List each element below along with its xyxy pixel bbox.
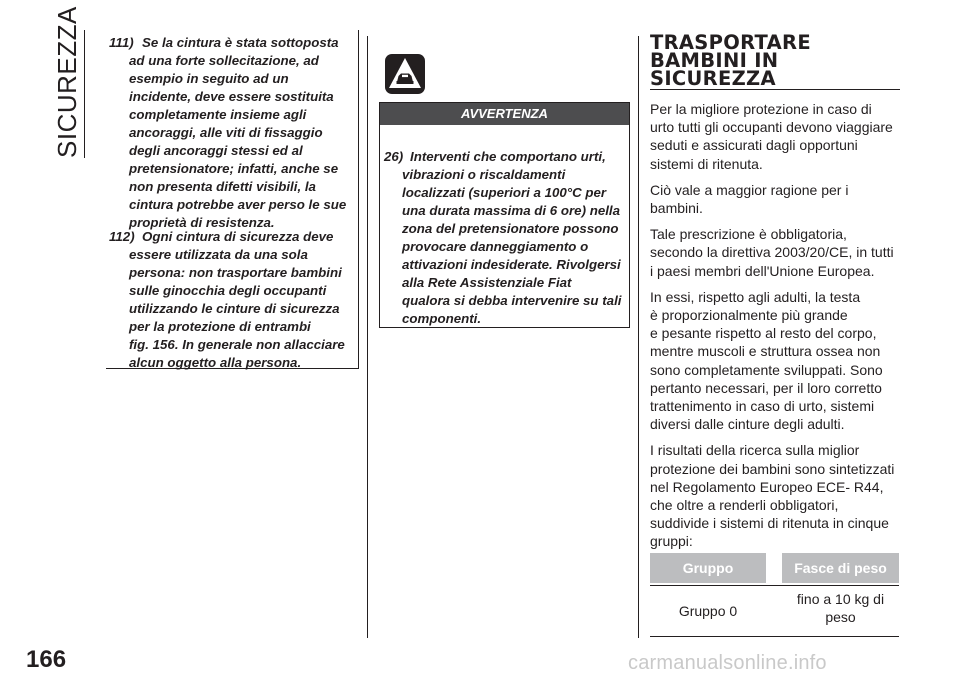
text-line: Ciò vale a maggior ragione per i <box>650 181 849 198</box>
note-first-line: Ogni cintura di sicurezza deve <box>142 229 334 244</box>
note-line: ancoraggi, alle viti di fissaggio <box>129 125 323 140</box>
note-line: per la protezione di entrambi <box>129 319 311 334</box>
section-title <box>650 31 900 90</box>
warning-line: localizzati (superiori a 100°C per <box>402 185 607 200</box>
note-first-line: Se la cintura è stata sottoposta <box>142 35 339 50</box>
warning-box <box>379 102 630 328</box>
column-divider <box>638 36 639 638</box>
notes-box <box>106 30 359 369</box>
note-line: completamente insieme agli <box>129 107 307 122</box>
paragraph <box>650 181 902 217</box>
note-112 <box>109 228 355 372</box>
table-cell-group: Gruppo 0 <box>678 603 738 619</box>
warning-line: zona del pretensionatore possono <box>402 221 619 236</box>
text-line: gruppi: <box>650 533 693 550</box>
text-line: bambini. <box>650 200 703 217</box>
text-line: è proporzionalmente più grande <box>650 307 848 324</box>
warning-note-26 <box>384 148 624 328</box>
note-line: cintura potrebbe aver perso le sue <box>129 197 347 212</box>
section-title-line: TRASPORTARE <box>650 31 811 54</box>
warning-header: AVVERTENZA <box>380 103 629 125</box>
text-line: suddivide i sistemi di ritenuta in cinque <box>650 515 889 532</box>
section-title-line: BAMBINI IN <box>650 49 779 72</box>
table-header <box>650 553 899 583</box>
warning-line: qualora si debba intervenire su tali <box>402 293 622 308</box>
paragraph <box>650 225 902 280</box>
page-number: 166 <box>26 646 67 673</box>
table-cell-weight <box>782 586 899 636</box>
text-line: mentre muscoli e struttura ossea non <box>650 343 881 360</box>
warning-line: attivazioni indesiderate. Rivolgersi <box>402 257 621 272</box>
note-line: alcun oggetto alla persona. <box>129 355 302 370</box>
note-number: 111) <box>109 35 134 50</box>
note-line: proprietà di resistenza. <box>129 215 275 230</box>
side-rule <box>84 30 85 158</box>
text-line: In essi, rispetto agli adulti, la testa <box>650 288 861 305</box>
warning-line: vibrazioni o riscaldamenti <box>402 167 566 182</box>
text-line: sistemi di ritenuta. <box>650 155 763 172</box>
table-header-cell: Gruppo <box>650 553 766 583</box>
note-line: pretensionatore; infatti, anche se <box>129 161 339 176</box>
text-line: protezione dei bambini sono sintetizzati <box>650 460 895 477</box>
weight-groups-table <box>650 553 899 637</box>
text-line: pertanto necessari, per il loro corretto <box>650 379 882 396</box>
note-line: fig. 156. In generale non allacciare <box>129 337 345 352</box>
side-section-title: SICUREZZA <box>52 6 82 158</box>
table-header-cell: Fasce di peso <box>782 553 899 583</box>
warning-line: alla Rete Assistenziale Fiat <box>402 275 572 290</box>
warning-line: provocare danneggiamento o <box>402 239 589 254</box>
note-line: ad una forte sollecitazione, ad <box>129 53 319 68</box>
text-line: e pesante rispetto al resto del corpo, <box>650 325 877 342</box>
section-title-line: SICUREZZA <box>650 67 776 90</box>
warning-number: 26) <box>384 149 404 164</box>
text-line: nel Regolamento Europeo ECE- R44, <box>650 478 884 495</box>
text-line: urto tutti gli occupanti devono viaggiare <box>650 119 893 136</box>
text-line: secondo la direttiva 2003/20/CE, in tutti <box>650 244 894 261</box>
car-warning-icon <box>383 52 427 96</box>
note-number: 112) <box>109 229 135 244</box>
note-111 <box>109 34 355 232</box>
table-row <box>650 585 899 637</box>
column-divider <box>367 36 368 638</box>
note-line: utilizzando le cinture di sicurezza <box>129 301 340 316</box>
note-line: essere utilizzata da una sola <box>129 247 308 262</box>
text-line: trattenimento in caso di urto, sistemi <box>650 398 875 415</box>
title-rule <box>650 89 900 90</box>
note-line: degli ancoraggi stessi ed al <box>129 143 303 158</box>
text-line: diversi dalle cinture degli adulti. <box>650 416 845 433</box>
note-line: non presenta difetti visibili, la <box>129 179 316 194</box>
paragraph <box>650 100 902 173</box>
watermark: carmanualsonline.info <box>628 652 827 674</box>
text-line: seduti e assicurati dagli opportuni <box>650 137 858 154</box>
text-line: peso <box>825 609 856 625</box>
text-line: I risultati della ricerca sulla miglior <box>650 442 860 459</box>
text-line: i paesi membri dell'Unione Europea. <box>650 262 875 279</box>
note-line: incidente, deve essere sostituita <box>129 89 334 104</box>
text-line: fino a 10 kg di <box>796 591 885 607</box>
note-line: esempio in seguito ad un <box>129 71 289 86</box>
text-line: Per la migliore protezione in caso di <box>650 101 872 117</box>
note-line: persona: non trasportare bambini <box>129 265 342 280</box>
text-line: Tale prescrizione è obbligatoria, <box>650 226 847 243</box>
paragraph <box>650 288 902 434</box>
text-line: che oltre a renderli obbligatori, <box>650 497 839 514</box>
warning-line: componenti. <box>402 311 482 326</box>
section-body <box>650 100 902 559</box>
warning-first-line: Interventi che comportano urti, <box>410 149 606 164</box>
paragraph <box>650 441 902 550</box>
note-line: sulle ginocchia degli occupanti <box>129 283 327 298</box>
text-line: sono completamente sviluppati. Sono <box>650 361 883 378</box>
warning-line: una durata massima di 6 ore) nella <box>402 203 620 218</box>
